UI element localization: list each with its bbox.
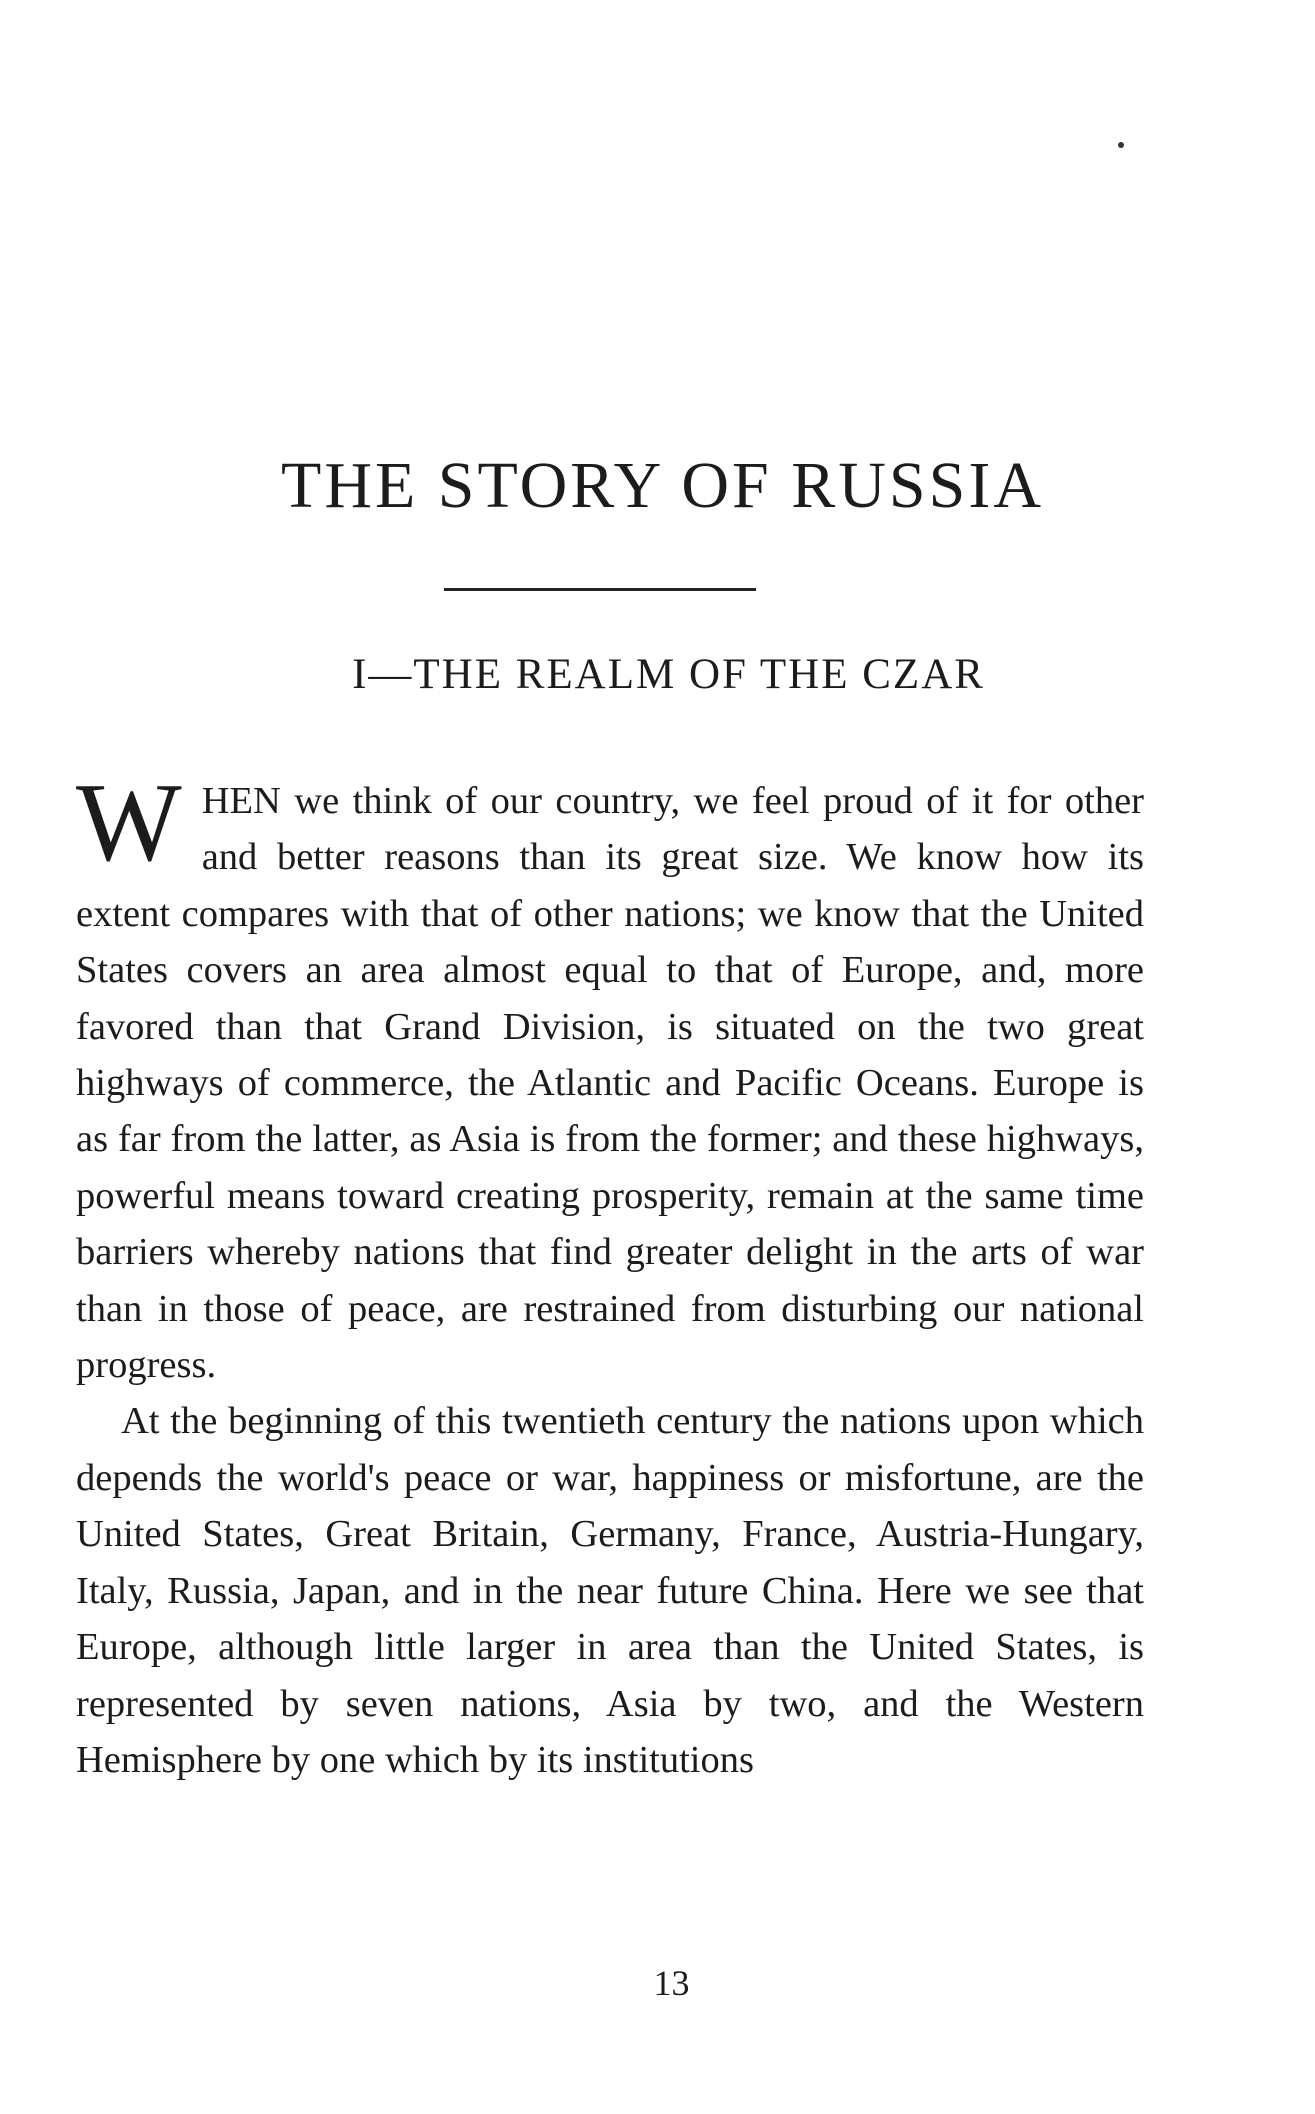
chapter-body	[76, 761, 1144, 1788]
print-speck	[1118, 142, 1124, 148]
chapter-title: I—THE REALM OF THE CZAR	[352, 651, 985, 698]
drop-cap: W	[76, 761, 182, 885]
book-title: THE STORY OF RUSSIA	[281, 449, 1044, 522]
title-divider-rule	[444, 588, 756, 591]
page-number: 13	[653, 1963, 690, 2003]
paragraph-1	[76, 761, 1144, 1393]
paragraph-2: At the beginning of this twentieth century the nations upon which depends the world's peace or war, happiness or misfortune, are the United States, Great Britain, Germany, France, Austria-Hungary, Italy, Russia, Japan, and in the near future China. Here we see that Europe, although little larger in area than the United States, is represented by seven nations, Asia by two, and the Western Hemisphere by one which by its institutions	[76, 1400, 1144, 1781]
paragraph-1-text: HEN we think of our country, we feel proud of it for other and better reasons than its great size. We know how its extent compares with that of other nations; we know that the United States covers an area almost equal to that of Europe, and, more favored than that Grand Division, is situated on the two great highways of commerce, the Atlantic and Pacific Oceans. Europe is as far from the latter, as Asia is from the former; and these highways, powerful means toward creating prosperity, remain at the same time barriers whereby nations that find greater delight in the arts of war than in those of peace, are restrained from disturbing our national progress.	[76, 780, 1144, 1387]
